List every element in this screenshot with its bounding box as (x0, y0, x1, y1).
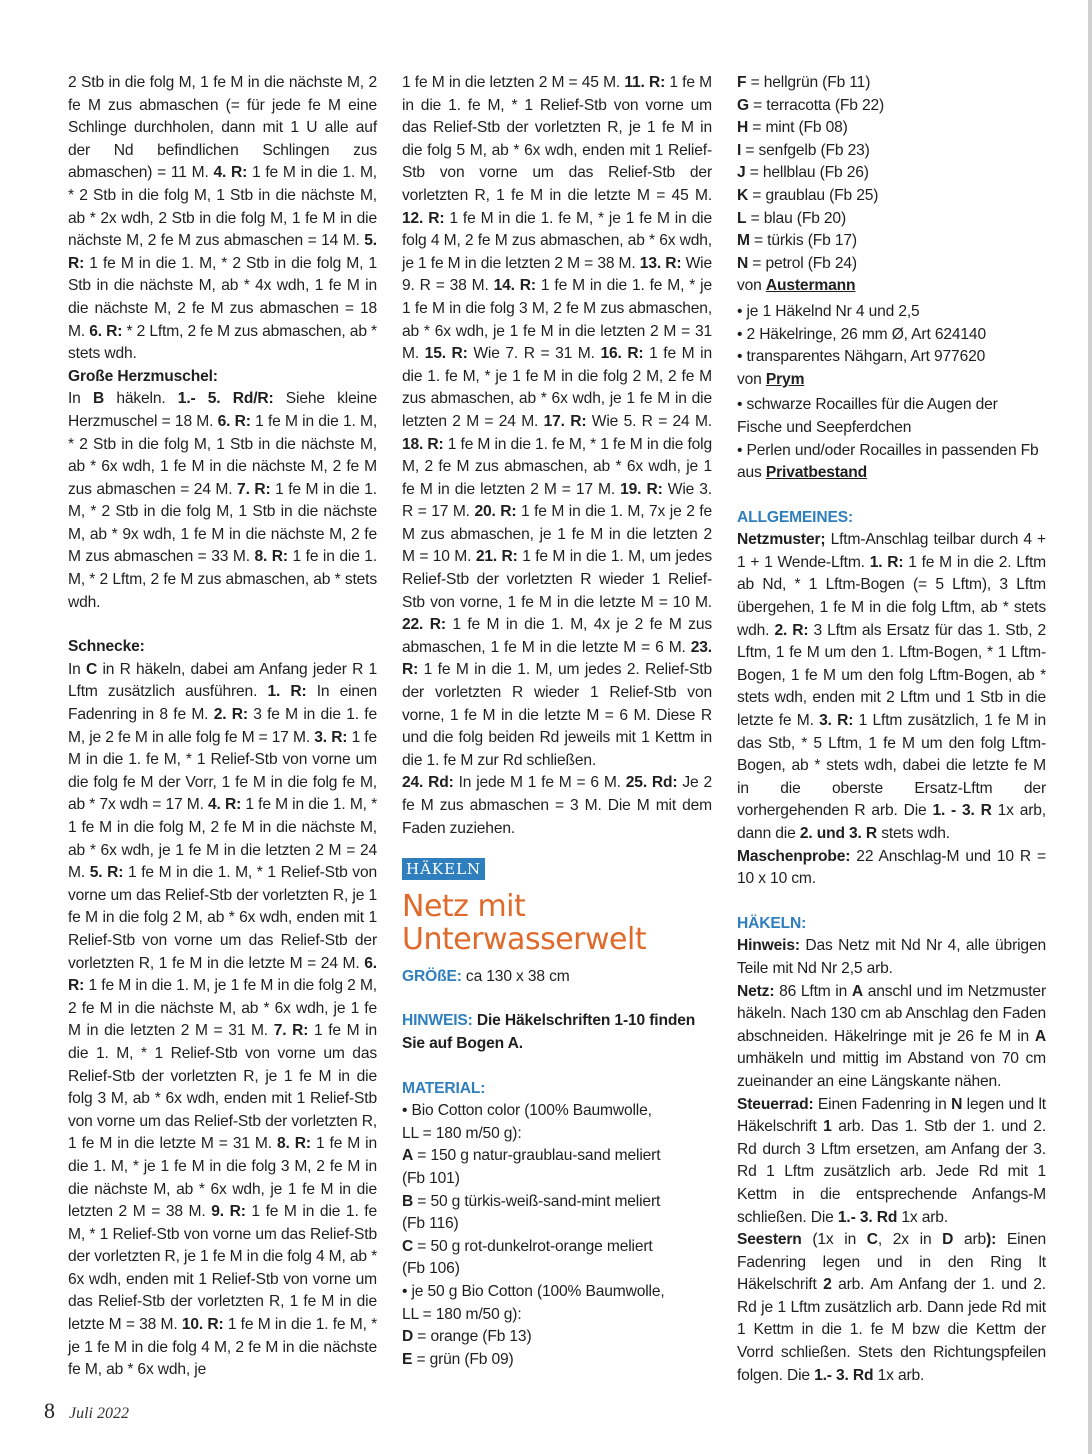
list-line (402, 1168, 712, 1191)
brand-name-prym: Prym (765, 370, 805, 388)
list-line (402, 1236, 712, 1259)
text-run: 86 Lftm in (774, 982, 852, 1000)
bullet-item: • schwarze Rocailles für die Augen der Fische und Seepferdchen (737, 396, 998, 436)
text-run: häkeln. (104, 390, 178, 408)
text-run: = 50 g türkis-weiß-sand-mint meliert (413, 1192, 661, 1210)
bold-run: E (402, 1350, 413, 1368)
bold-run: 11. R: (624, 74, 666, 91)
text-run: (Fb 106) (402, 1260, 460, 1278)
brand-name-austermann: Austermann (765, 277, 856, 295)
text-run: = petrol (Fb 24) (748, 254, 857, 272)
text-run: 1x arb. (897, 1208, 949, 1226)
bold-run: 1. R: (869, 553, 904, 571)
text-run: 1 fe M in die 1. fe M, * 1 fe M in die folg M, 2 fe M zus abmaschen, ab * 6x wdh, je 1 fe M in die letzten 2 M = 17 M. (402, 435, 712, 498)
material-section (402, 1078, 712, 1372)
text-run: 1 fe M in die 1. M, * 1 fe M in die folg M, 2 fe M in die nächste M, ab * 6x wdh, je 1 fe M in die letzten 2 M = 24 M. (68, 796, 378, 882)
hint-label: HINWEIS: (402, 1012, 473, 1030)
bold-run: 2. R: (774, 621, 809, 639)
bold-run: 8. R: (276, 1135, 311, 1153)
text-run: LL = 180 m/50 g): (402, 1305, 522, 1323)
text-run: 1 fe M in die 1. M, * 2 Stb in die folg M, 1 Stb in die nächste M, ab * 2x wdh, 2 Stb in die folg M, 1 fe M in die nächste M, 2 fe M zus abmaschen = 14 M. (68, 164, 377, 250)
list-line (402, 1100, 712, 1123)
text-run: Einen Fadenring legen und in den Ring lt Häkelschrift (737, 1231, 1046, 1294)
column-2 (402, 72, 712, 1371)
text-run: 1 fe M in die 1. fe M, * je 1 fe M in die folg 4 M, 2 fe M zus abmaschen, ab * 6x wdh, je 1 fe M in die letzten 2 M = 38 M. (402, 209, 712, 272)
list-line (737, 117, 1046, 140)
text-run: 1 fe M in die 2. Lftm ab Nd, * 1 Lftm-Bogen (= 5 Lftm), 3 Lftm übergehen, 1 fe M in die folg Lftm, ab * stets wdh. (737, 553, 1046, 639)
list-line (402, 1123, 712, 1146)
text-run: 1x arb. (873, 1366, 925, 1384)
bold-run: 1 (823, 1118, 832, 1136)
text-run: arb. Das 1. Stb der 1. und 2. Rd durch 3 Lftm ersetzen, am Anfang der 3. Rd 1 Lftm zusätzlich arb. Jede Rd mit 1 Kettm in die entsprechende Anfangs-M schließen. Die (737, 1118, 1046, 1226)
bold-run: C (866, 1231, 878, 1249)
bullet-item: • transparentes Nähgarn, Art 977620 (737, 348, 986, 366)
list-line (737, 72, 1046, 95)
text-run: = hellgrün (Fb 11) (746, 74, 871, 91)
bold-run: ): (986, 1231, 997, 1249)
text-run: 2 Stb in die folg M, 1 fe M in die nächste M, 2 fe M zus abmaschen (= für jede fe M eine Schlinge durchholen, dann mit 1 U alle auf der Nd befindlichen Schlingen zus abmaschen) = 11 M. (68, 74, 377, 182)
bold-run: Maschenprobe: (737, 847, 851, 865)
text-run: • je 50 g Bio Cotton (100% Baumwolle, (402, 1282, 665, 1300)
bold-run: 3. R: (314, 728, 348, 746)
general-text (737, 529, 1046, 891)
text-run: 1 fe M in die 1. M, um jedes 2. Relief-Stb der vorletzten R wieder 1 Relief-Stb von vorne, 1 fe M in die letzte M = 6 M. Diese R und die folg beiden Rd jeweils mit 1 Kettm in die 1. fe M zur Rd schließen. (402, 661, 712, 769)
crochet-text (737, 935, 1046, 1387)
bold-run: B (402, 1192, 414, 1210)
text-run: = hellblau (Fb 26) (745, 164, 869, 182)
bold-run: 22. R: (402, 616, 446, 634)
text-run: 1 fe M in die 1. fe M, * 1 Relief-Stb von vorne um das Relief-Stb der vorletzten R, je 1 fe M in die folg 5 M, ab * 6x wdh, enden mit 1 Relief-Stb von vorne um das Relief-Stb der vorletzten R, 1 fe M in die letzte M = 45 M. (402, 74, 712, 204)
list-line (402, 1191, 712, 1214)
list-line (402, 1258, 712, 1281)
instructions-snail (68, 636, 377, 1382)
text-run: 1 fe M in die 1. M, um jedes Relief-Stb der vorletzten R wieder 1 Relief-Stb von vorne, 1 fe M in die letzte M = 10 M. (402, 548, 712, 611)
text-run: = 50 g rot-dunkelrot-orange meliert (413, 1237, 653, 1255)
page-number: 8 (44, 1398, 55, 1423)
extras-list (737, 394, 1046, 462)
bold-run: C (402, 1237, 414, 1255)
text-run: 1x arb, dann die (737, 802, 1046, 842)
text-run: arb. Am Anfang der 1. und 2. Rd je 1 Lftm zusätzlich arb. Dann jede Rd mit 1 Kettm in die 1. fe M bzw die Kettm der Vorrd schließen. Stets den Richtungspfeilen folgen. Die (737, 1276, 1046, 1384)
instructions-snail-continued (402, 72, 712, 840)
crochet-label: HÄKELN: (737, 914, 807, 932)
text-run: = senfgelb (Fb 23) (741, 141, 870, 159)
brand-private (737, 462, 1046, 485)
text-run: 1 fe M in die 1. M, je 1 fe M in die folg 2 M, 2 fe M in die nächste M, ab * 6x wdh, je 1 fe M in die letzten 2 M = 31 M. (68, 977, 377, 1040)
bold-run: N (951, 1095, 963, 1113)
size-info (402, 966, 712, 989)
brand-prym (737, 369, 1046, 392)
list-line (402, 1349, 712, 1372)
list-line (737, 185, 1046, 208)
article-title-line-2: Unterwasserwelt (402, 921, 647, 957)
bold-run: 25. Rd: (625, 774, 678, 792)
bold-run: D (942, 1231, 954, 1249)
bold-run: F (737, 74, 747, 91)
bold-run: 1.- 3. Rd (837, 1208, 898, 1226)
text-run: Einen Fadenring in (813, 1095, 952, 1113)
bold-run: 14. R: (493, 277, 536, 295)
bold-run: Netz: (737, 982, 775, 1000)
bold-run: 21. R: (475, 548, 518, 566)
section-tag: HÄKELN (402, 858, 485, 880)
bold-run: Seestern (737, 1231, 802, 1249)
text-run: In (68, 390, 93, 408)
text-run: Wie 9. R = 38 M. (402, 254, 712, 295)
bold-run: C (86, 660, 98, 678)
brand-prefix: von (737, 370, 766, 388)
text-run: 1 fe M in die 1. M, * 2 Stb in die folg M, 1 Stb in die nächste M, ab * 9x wdh, 1 fe M in die nächste M, 2 fe M zus abmaschen = 33 M. (68, 480, 377, 566)
text-run: In einen Fadenring in 8 fe M. (68, 683, 377, 724)
text-run: In jede M 1 fe M = 6 M. (453, 774, 626, 792)
text-run: 1 Lftm zusätzlich, 1 fe M in das Stb, * 5 Lftm, 1 fe M um den folg Lftm-Bogen, ab * stets wdh, dabei die letzte fe M in die oberste Ersatz-Lftm der vorhergehenden R arb. Die (737, 712, 1046, 820)
text-run: Wie 3. R = 17 M. (402, 480, 712, 521)
text-run: 3 fe M in die 1. fe M, je 2 fe M in alle folg fe M = 17 M. (68, 706, 378, 746)
list-line (737, 253, 1046, 276)
bold-run: 8. R: (254, 548, 288, 566)
bold-run: 5. R: (89, 864, 124, 882)
text-run: legen und lt Häkelschrift (737, 1095, 1046, 1136)
bold-run: 1.- 5. Rd/R: (177, 390, 274, 408)
brand-austermann (737, 275, 1046, 298)
general-section (737, 507, 1046, 891)
text-run: Wie 5. R = 24 M. (586, 412, 712, 430)
list-line (402, 1145, 712, 1168)
bold-run: M (737, 232, 750, 250)
bold-run: 4. R: (213, 164, 248, 182)
issue-date: Juli 2022 (69, 1405, 129, 1422)
hint-value: Die Häkelschriften 1-10 finden Sie auf Bogen A. (402, 1012, 696, 1052)
bold-run: 3. R: (819, 712, 854, 730)
bold-run: 5. R: (68, 232, 377, 272)
text-run: = grün (Fb 09) (412, 1350, 514, 1368)
list-line (402, 1326, 712, 1349)
bold-run: 6. R: (68, 954, 377, 995)
general-label: ALLGEMEINES: (737, 508, 854, 526)
bold-run: H (737, 119, 749, 137)
material-label: MATERIAL: (402, 1079, 486, 1097)
text-run: in R häkeln, dabei am Anfang jeder R 1 Lftm zusätzlich ausführen. (68, 660, 378, 701)
bullet-item: • 2 Häkelringe, 26 mm Ø, Art 624140 (737, 325, 986, 343)
instructions-large-heart-shell (68, 366, 377, 615)
bold-run: 7. R: (237, 480, 271, 498)
bullet-item: • Perlen und/oder Rocailles in passenden Fb (737, 441, 1039, 459)
text-run: = mint (Fb 08) (748, 119, 848, 137)
column-1 (68, 72, 377, 1382)
text-run: • Bio Cotton color (100% Baumwolle, (402, 1102, 652, 1120)
bullet-item: • je 1 Häkelnd Nr 4 und 2,5 (737, 302, 920, 320)
bold-run: J (737, 164, 746, 182)
list-line (737, 208, 1046, 231)
text-run: stets wdh. (877, 825, 950, 842)
text-run: Siehe kleine Herzmuschel = 18 M. (68, 390, 377, 430)
text-run: anschl und im Netzmuster häkeln. Nach 130 cm ab Anschlag den Faden abschneiden. Häkelringe mit je 26 fe M in (737, 982, 1046, 1045)
bold-run: 1. R: (267, 683, 307, 701)
bold-run: 6. R: (217, 412, 251, 430)
text-run: 1 fe M in die 1. fe M, * je 1 fe M in die folg 2 M, 2 fe M zus abmaschen, ab * 6x wdh, je 1 fe M in die letzten 2 M = 24 M. (402, 345, 712, 430)
brand-prefix: aus (737, 464, 766, 482)
crochet-section (737, 913, 1046, 1387)
bold-run: 2. und 3. R (799, 825, 878, 842)
bold-run: G (737, 96, 749, 114)
bold-run: 16. R: (600, 345, 644, 363)
bold-run: 23. R: (402, 638, 712, 679)
bold-run: 6. R: (89, 322, 123, 340)
bold-run: 9. R: (211, 1203, 246, 1221)
text-run: 1 fe M in die 1. fe M, * 1 Relief-Stb von vorne um die folg fe M der Vorr, 1 fe M in die folg fe M, ab * 7x wdh = 17 M. (68, 728, 378, 814)
text-run: (1x in (801, 1231, 867, 1249)
text-run: = türkis (Fb 17) (749, 232, 857, 250)
bold-run: 2 (823, 1276, 832, 1294)
hint-info (402, 1010, 712, 1055)
text-run: = 150 g natur-graublau-sand meliert (413, 1147, 661, 1165)
bold-run: Netzmuster; (737, 531, 826, 549)
page-footer (44, 1398, 129, 1424)
text-run: umhäkeln und mittig im Abstand von 70 cm zueinander an eine Längskante nähen. (737, 1050, 1046, 1090)
bold-run: 4. R: (208, 796, 242, 814)
text-run: 1 fe M in die 1. M, * 2 Stb in die folg M, 1 Stb in die nächste M, ab * 6x wdh, 1 fe M in die nächste M, 2 fe M zus abmaschen = 24 M. (68, 412, 378, 498)
tools-list (737, 301, 1046, 369)
bold-run: K (737, 186, 749, 204)
bold-run: 1. - 3. R (932, 802, 992, 820)
brand-prefix: von (737, 277, 766, 295)
yarn-color-list (737, 72, 1046, 275)
article-title (402, 890, 712, 956)
list-line (402, 1281, 712, 1304)
column-3 (737, 72, 1046, 1387)
text-run: 1 fe M in die 1. M, * 1 Relief-Stb von vorne um das Relief-Stb der vorletzten R, je 1 fe M in die folg 3 M, ab * 6x wdh, enden mit 1 Relief-Stb von vorne um das Relief-Stb der vorletzten R, 1 fe M in die letzte M = 31 M. (68, 1022, 377, 1153)
list-line (402, 1213, 712, 1236)
text-run: 1 fe M in die 1. M, * je 1 fe M in die folg 3 M, 2 fe M in die nächste M, ab * 6x wdh, je 1 fe M in die letzten 2 M = 38 M. (68, 1135, 378, 1221)
text-run: = orange (Fb 13) (413, 1328, 532, 1346)
text-run: * 2 Lftm, 2 fe M zus abmaschen, ab * stets wdh. (68, 322, 377, 363)
text-run: (Fb 116) (402, 1215, 459, 1233)
bold-run: Große Herzmuschel: (68, 367, 218, 385)
text-run: Je 2 fe M zus abmaschen = 3 M. Die M mit dem Faden zuziehen. (402, 774, 712, 837)
page-edge (1088, 0, 1092, 1454)
bold-run: 24. Rd: (402, 774, 454, 792)
text-run: = graublau (Fb 25) (748, 186, 879, 204)
bold-run: 18. R: (402, 435, 444, 453)
text-run: 1 fe in die 1. M, * 2 Lftm, 2 fe M zus abmaschen, ab * stets wdh. (68, 548, 378, 611)
bold-run: D (402, 1328, 414, 1346)
text-run: 1 fe M in die 1. M, 7x je 2 fe M zus abmaschen, je 1 fe M in die letzten 2 M = 10 M. (402, 503, 712, 566)
list-line (737, 162, 1046, 185)
text-run: 1 fe M in die 1. fe M, * je 1 fe M in die folg 4 M, 2 fe M in die nächste fe M, ab * 6x wdh, je (68, 1316, 377, 1379)
text-run: , 2x in (877, 1231, 943, 1249)
bold-run: 7. R: (273, 1022, 309, 1040)
text-run: 1 fe M in die 1. fe M, * 1 Relief-Stb von vorne um das Relief-Stb der vorletzten R, je 1 fe M in die folg 4 M, ab * 6x wdh, enden mit 1 Relief-Stb von vorne um das Relief-Stb der vorletzten R, 1 fe M in die letzte M = 38 M. (68, 1203, 378, 1334)
text-run: LL = 180 m/50 g): (402, 1124, 522, 1142)
text-run: 1 fe M in die letzten 2 M = 45 M. (402, 74, 625, 91)
list-line (737, 140, 1046, 163)
text-run: 3 Lftm als Ersatz für das 1. Stb, 2 Lftm, 1 fe M um den 1. Lftm-Bogen, * 1 Lftm-Bogen, 1 fe M um den folg Lftm-Bogen, ab * stets wdh, enden mit 2 Lftm und 1 Stb in die letzte fe M. (737, 621, 1046, 730)
list-line (402, 1304, 712, 1327)
bold-run: 12. R: (402, 209, 445, 227)
text-run: 1 fe M in die 1. M, * 1 Relief-Stb von vorne um das Relief-Stb der vorletzten R, je 1 fe M in die folg 2 M, ab * 6x wdh, enden mit 1 Relief-Stb von vorne um das Relief-Stb der vorletzten R, 1 fe M in die letzte M = 24 M. (68, 864, 377, 972)
list-line (737, 95, 1046, 118)
bold-run: 1.- 3. Rd (814, 1366, 874, 1384)
bold-run: 17. R: (543, 412, 587, 430)
text-run: In (68, 660, 87, 678)
text-run: (Fb 101) (402, 1169, 460, 1187)
bold-run: A (1034, 1027, 1046, 1045)
text-run: Das Netz mit Nd Nr 4, alle übrigen Teile mit Nd Nr 2,5 arb. (737, 937, 1046, 977)
bold-run: 19. R: (620, 480, 663, 498)
list-line (737, 230, 1046, 253)
bold-run: 20. R: (474, 503, 517, 521)
article-title-line-1: Netz mit (402, 888, 526, 924)
bold-run: I (737, 141, 742, 159)
text-run: = blau (Fb 20) (746, 209, 846, 227)
text-run: Lftm-Anschlag teilbar durch 4 + 1 + 1 Wende-Lftm. (737, 531, 1046, 571)
text-run: 1 fe M in die 1. M, * 2 Stb in die folg M, 1 Stb in die nächste M, ab * 4x wdh, 1 fe M in die nächste M, 2 fe M zus abmaschen = 18 M. (68, 254, 377, 340)
size-label: GRÖßE: (402, 967, 462, 985)
bold-run: L (737, 209, 747, 227)
text-run: 1 fe M in die 1. fe M, * je 1 fe M in die folg 3 M, 2 fe M zus abmaschen, ab * 6x wdh, je 1 fe M in die letzten 2 M = 31 M. (402, 277, 712, 363)
bold-run: Hinweis: (737, 937, 800, 955)
size-value: ca 130 x 38 cm (461, 967, 570, 985)
bold-run: A (402, 1147, 414, 1165)
instructions-small-heart-shell-end (68, 72, 377, 366)
text-run: Wie 7. R = 31 M. (467, 345, 601, 363)
bold-run: 10. R: (181, 1316, 224, 1334)
brand-name-private: Privatbestand (765, 464, 868, 482)
bold-run: Schnecke: (68, 638, 145, 656)
material-list (402, 1100, 712, 1371)
text-run: arb (953, 1231, 987, 1249)
bold-run: A (851, 982, 863, 1000)
text-run: 22 Anschlag-M und 10 R = 10 x 10 cm. (737, 847, 1046, 888)
bold-run: 15. R: (424, 345, 468, 363)
bold-run: 2. R: (213, 706, 248, 724)
bold-run: B (92, 390, 105, 408)
bold-run: N (737, 254, 749, 272)
bold-run: 13. R: (639, 254, 682, 272)
text-run: = terracotta (Fb 22) (748, 96, 885, 114)
text-run: 1 fe M in die 1. M, 4x je 2 fe M zus abmaschen, 1 fe M in die letzte M = 6 M. (402, 616, 712, 656)
bold-run: Steuerrad: (737, 1095, 814, 1113)
